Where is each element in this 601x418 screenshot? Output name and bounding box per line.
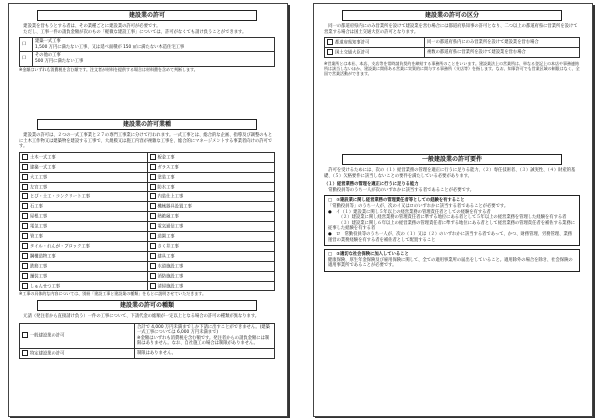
business-type-row <box>20 251 275 261</box>
checkbox[interactable] <box>22 213 28 219</box>
section-text: 同一の都道府県内にのみ営業所を設けて建設業を営む場合には都道府県知事の許可となり、二つ以上の都道府県に営業所を設けて営業する場合は国土交通大臣の許可となります。 <box>324 24 578 35</box>
checkbox[interactable] <box>150 273 156 279</box>
checkbox[interactable] <box>150 233 156 239</box>
document-page-left <box>8 3 288 417</box>
checkbox[interactable] <box>150 253 156 259</box>
requirement-text: 「常勤役員等」のうち一人が、次のイ又はロのいずれかに該当する者であることが必要です。 ● イ（１）建設業に関し５年以上の経営業務の管理責任者としての経験を有する者 （２）建設業に関し経営業務の管理責任者に準ずる地位にある者として５年以上の経営業務を管理した経験を有する者 （３）建設業に関し６年以上の経営業務の管理責任者に準ずる地位にある者として経営業務の管理責任者を補佐する業務に従事した経験を有する者 ● ロ 常勤役員等のうち一人が、次の（１）又は（２）のいずれかに該当する者であって、かつ、財務管理、労務管理、業務運営の業務経験を有する者を補佐者として配置すること <box>328 203 576 243</box>
business-type-row <box>20 241 275 251</box>
document-page-right <box>313 3 593 417</box>
business-type-row <box>20 271 275 281</box>
business-type-row <box>20 212 275 222</box>
business-type-label: 機械器具設置工事 <box>157 204 192 210</box>
section-title: 一般建設業の許可要件 <box>342 154 562 165</box>
section-text: 建設業の許可は、２つの一式工事業と２７の専門工事業に分けて行われます。一式工事とは、総合的な企画、指導及び調整のもとに土木工作物又は建築物を建設する工事で、大規模又は施工内容が複雑な工事を、総合的にマネージメントする事業者向けの許可です。 <box>19 133 273 150</box>
section-title: 建設業の許可 <box>37 10 257 21</box>
checkbox[interactable] <box>22 193 28 199</box>
business-type-label: 大工工事 <box>30 175 48 181</box>
checkbox[interactable] <box>150 154 156 160</box>
business-type-label: 水道施設工事 <box>157 264 184 270</box>
subheading: （１）経営業務の管理を適正に行うに足りる能力 <box>324 182 419 188</box>
business-type-label: 建築一式工事 <box>30 165 56 171</box>
business-type-row <box>20 182 275 192</box>
checkbox[interactable] <box>327 49 333 55</box>
section-title: 建設業の許可の種類 <box>37 300 257 311</box>
checkbox[interactable] <box>327 39 333 45</box>
business-type-label: 舗装工事 <box>30 274 48 280</box>
checkbox[interactable] <box>22 273 28 279</box>
checkbox[interactable] <box>22 350 28 356</box>
note: ※金額はいずれも消費税を含む額です。注文者が材料を提供する場合は材料費を含めて判断します。 <box>19 66 198 72</box>
section-requirements <box>324 154 580 272</box>
business-type-label: ガラス工事 <box>157 165 179 171</box>
checkbox[interactable] <box>22 154 28 160</box>
business-type-table <box>19 152 275 292</box>
business-type-row <box>20 261 275 271</box>
checkbox[interactable] <box>22 203 28 209</box>
business-type-row <box>20 281 275 291</box>
checkbox[interactable] <box>150 283 156 289</box>
checkbox[interactable] <box>150 184 156 190</box>
checkbox[interactable] <box>22 253 28 259</box>
business-type-label: 内装仕上工事 <box>157 194 184 200</box>
insurance-box <box>324 249 580 272</box>
business-type-label: 電気工事 <box>30 224 48 230</box>
business-type-label: 屋根工事 <box>30 214 48 220</box>
business-type-label: 造園工事 <box>157 234 175 240</box>
checkbox[interactable] <box>22 263 28 269</box>
business-type-label: 鉄筋工事 <box>30 264 48 270</box>
permit-kind-table: 一般建設業の許可 合計で 4,000 万円未満までしか下請に出すことができません。(建築一式工事については 6,000 万円未満まで) ※金額はいずれも消費税を含む額です。発注者からの請負金額には制限はありません。なお、自社施工の場合は制限がありません。 特定建設業の許可 制限はありません。 <box>19 323 275 359</box>
section-text: 許可を受けるためには、次の（１）経営業務の管理を適正に行うに足りる能力、（２）専任技術者、（３）誠実性、（４）財産的基礎、（５）欠格要件に該当しないことの要件を満たしている必要があります。 <box>324 168 576 179</box>
checkbox[interactable] <box>150 213 156 219</box>
business-type-row <box>20 222 275 232</box>
business-type-row <box>20 232 275 242</box>
business-type-label: 板金工事 <box>157 155 175 161</box>
business-type-label: 土木一式工事 <box>30 155 56 161</box>
insurance-text: 健康保険、厚生年金保険及び雇用保険に関して、全ての適用事業所の届出をしていること。適用除外の場合を除き、社会保険の適用事業所であることが必要です。 <box>328 257 573 269</box>
checkbox[interactable] <box>150 164 156 170</box>
section-title: 建設業の許可の区分 <box>342 10 562 21</box>
checkbox[interactable] <box>150 193 156 199</box>
section-types <box>19 119 275 297</box>
checkbox[interactable] <box>150 243 156 249</box>
business-type-label: 熱絶縁工事 <box>157 214 179 220</box>
checkbox[interactable] <box>22 233 28 239</box>
business-type-label: 建具工事 <box>157 254 175 260</box>
business-type-label: とび・土工・コンクリート工事 <box>30 194 91 200</box>
subheading-text: 常勤役員等のうち一人が次のいずれかに該当する者であることが必要です。 <box>324 187 475 193</box>
business-type-label: 鋼構造物工事 <box>30 254 56 260</box>
requirement-box <box>324 195 580 246</box>
section-text: 建設業を営もうとする者は、その業種ごとに建設業の許可が必要です。 ただし、工事一件の請負金額が次のもの「軽微な建設工事」については、許可がなくても請け負うことができます。 <box>23 24 247 35</box>
checkbox[interactable] <box>150 174 156 180</box>
business-type-label: 石工事 <box>30 204 43 210</box>
section-division <box>324 10 580 77</box>
business-type-row <box>20 162 275 172</box>
checkbox[interactable] <box>150 263 156 269</box>
checkbox[interactable] <box>22 174 28 180</box>
business-type-row <box>20 152 275 162</box>
business-type-label: 左官工事 <box>30 185 48 190</box>
insurance-heading: □ ②適切な社会保険に加入していること <box>328 252 409 258</box>
business-type-label: 消防施設工事 <box>157 274 184 280</box>
business-type-label: タイル・れんが・ブロック工事 <box>30 244 90 250</box>
business-type-label: さく井工事 <box>157 244 179 250</box>
checkbox[interactable] <box>22 283 28 289</box>
business-type-label: 電気通信工事 <box>157 224 184 230</box>
business-type-row <box>20 192 275 202</box>
checkbox[interactable] <box>22 243 28 249</box>
checkbox[interactable] <box>22 184 28 190</box>
requirement-heading: □ ①建設業に関し経営業務の管理責任者等としての経験を有すること <box>328 198 465 204</box>
business-type-label: しゅんせつ工事 <box>30 284 61 290</box>
business-type-row <box>20 202 275 212</box>
section-title: 建設業の許可業種 <box>37 119 257 130</box>
note: ※営業所とは本社、本店、支店等を常時請負契約を締結する事務所のことをいいます。建設業法上の営業所は、単なる登記上の本店や事務連絡所は該当しないほか、建設業に関係ある営業に実質的に関与する事務所（支店等）を指します。なお、知事許可でも営業区域の制限はなく、全国で営業活動ができます。 <box>324 61 580 77</box>
section-text: 元請（発注者から直接請け負う）一件の工事について、下請代金の総額が一定以上となる場合の許可の種類が異なります。 <box>19 314 260 319</box>
section-permit <box>19 10 275 72</box>
minor-work-table: 口 建築一式工事 1,500 万円に満たない工事、又は延べ面積が 150 ㎡に満たない木造住宅工事 口 その他の工事 500 万円に満たない工事 <box>19 37 275 66</box>
business-type-label: 管工事 <box>30 234 43 240</box>
checkbox[interactable] <box>22 223 28 229</box>
business-type-row <box>20 172 275 182</box>
note: ※工事の具体的な内容については、別冊「建設工事と建設業の種類」をもとに説明させていただきます。 <box>19 291 206 297</box>
checkbox[interactable] <box>150 203 156 209</box>
business-type-label: 防水工事 <box>157 185 175 190</box>
checkbox[interactable] <box>150 223 156 229</box>
division-table: 都道府県知事許可 同一の都道府県内にのみ営業所を設けて建設業を営む場合 国土交通大臣許可 複数の都道府県に営業所を設けて建設業を営む場合 <box>324 37 580 58</box>
checkbox[interactable] <box>22 164 28 170</box>
business-type-label: 清掃施設工事 <box>157 284 184 290</box>
checkbox[interactable] <box>22 332 28 338</box>
business-type-label: 塗装工事 <box>157 175 175 181</box>
section-kinds <box>19 300 275 359</box>
